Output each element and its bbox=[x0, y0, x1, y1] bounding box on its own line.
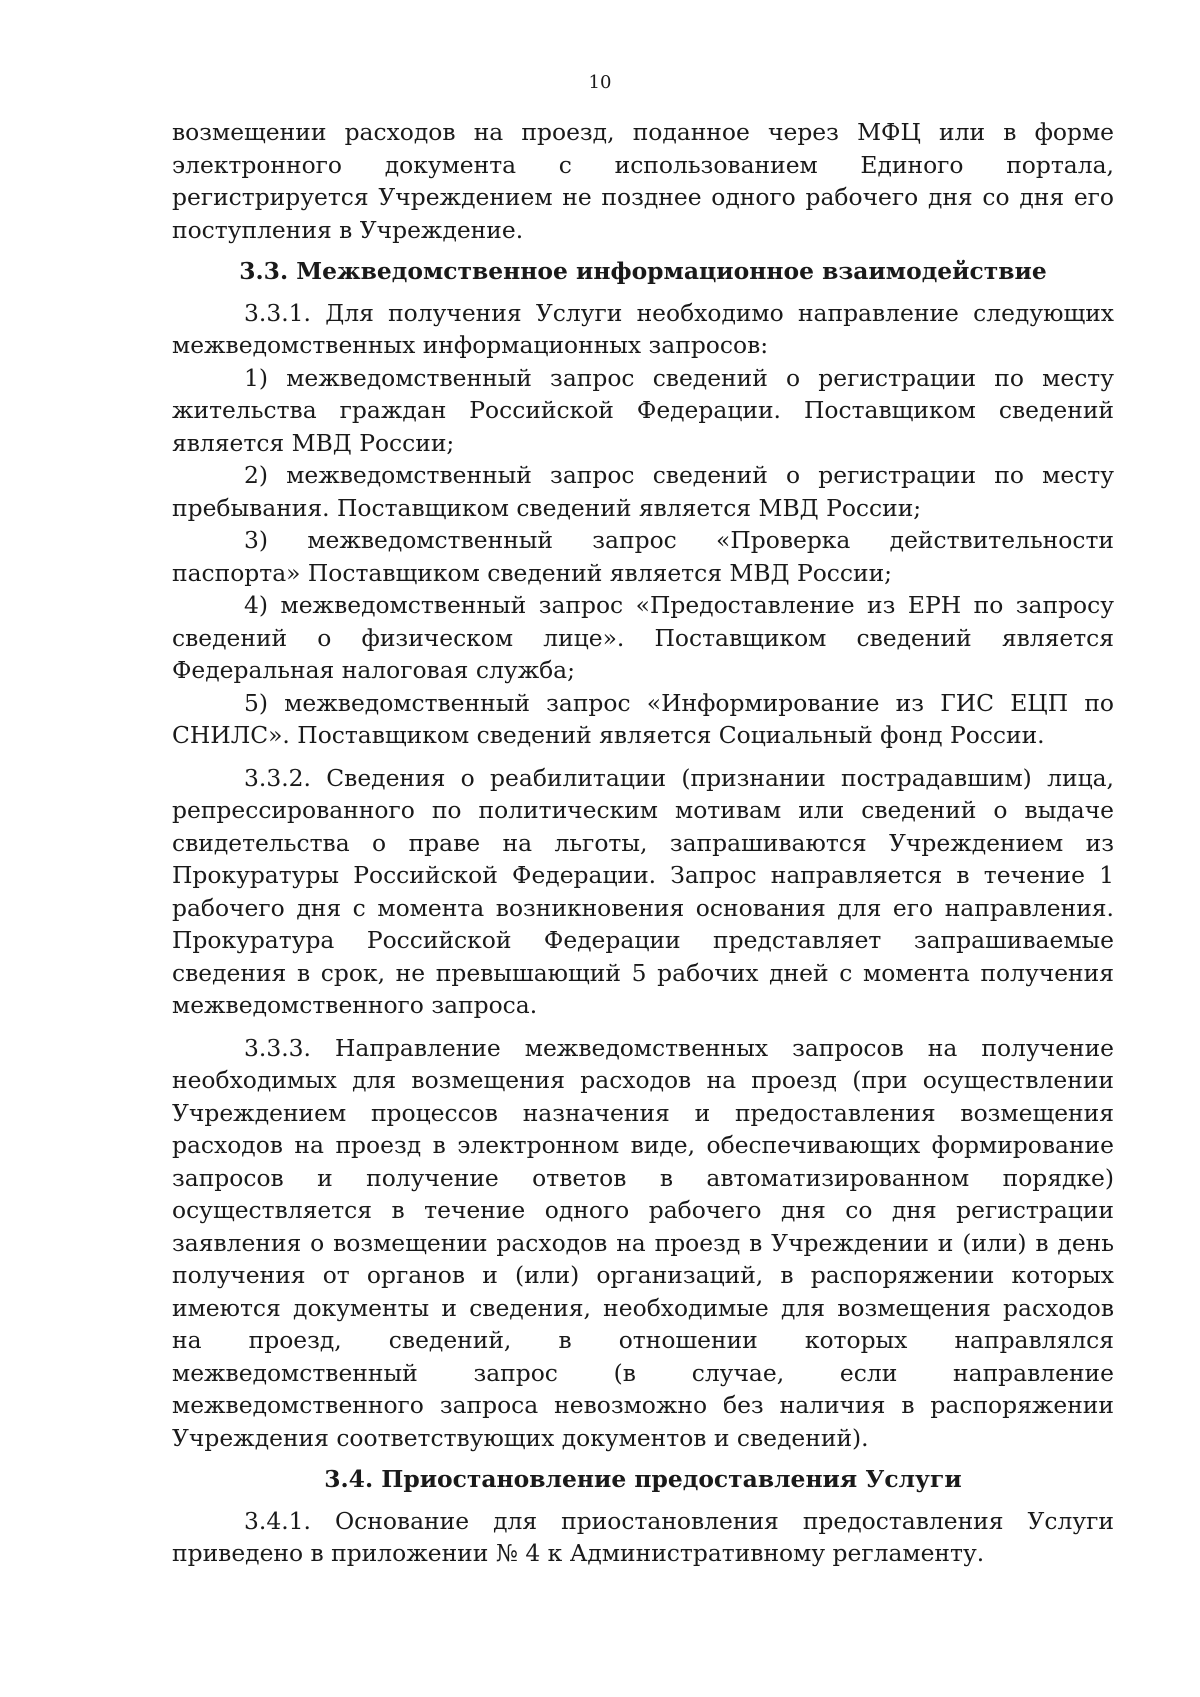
intro-paragraph: возмещении расходов на проезд, поданное через МФЦ или в форме электронного документа с использованием Единого портала, регистрируется Учреждением не позднее одного рабочего дня со дня его поступления в Учреждение. bbox=[172, 118, 1114, 244]
list-item-5: 5) межведомственный запрос «Информирование из ГИС ЕЦП по СНИЛС». Поставщиком сведений является Социальный фонд России. bbox=[172, 688, 1114, 749]
list-item-2: 2) межведомственный запрос сведений о регистрации по месту пребывания. Поставщиком сведений является МВД России; bbox=[172, 461, 1114, 522]
paragraph-3-3-2: 3.3.2. Сведения о реабилитации (признании пострадавшим) лица, репрессированного по политическим мотивам или сведений о выдаче свидетельства о праве на льготы, запрашиваются Учреждением из Прокуратуры Российской Федерации. Запрос направляется в течение 1 рабочего дня с момента возникновения основания для его направления. Прокуратура Российской Федерации представляет запрашиваемые сведения в срок, не превышающий 5 рабочих дней с момента получения межведомственного запроса. bbox=[172, 763, 1114, 1019]
document-body bbox=[172, 116, 1114, 1570]
paragraph-3-4-1: 3.4.1. Основание для приостановления предоставления Услуги приведено в приложении № 4 к Административному регламенту. bbox=[172, 1506, 1114, 1567]
section-3-4-heading: 3.4. Приостановление предоставления Услуги bbox=[324, 1465, 962, 1493]
list-item-4: 4) межведомственный запрос «Предоставление из ЕРН по запросу сведений о физическом лице». Поставщиком сведений является Федеральная налоговая служба; bbox=[172, 591, 1114, 684]
list-item-1: 1) межведомственный запрос сведений о регистрации по месту жительства граждан Российской Федерации. Поставщиком сведений является МВД России; bbox=[172, 363, 1114, 457]
paragraph-3-3-3: 3.3.3. Направление межведомственных запросов на получение необходимых для возмещения расходов на проезд (при осуществлении Учреждением процессов назначения и предоставления возмещения расходов на проезд в электронном виде, обеспечивающих формирование запросов и получение ответов в автоматизированном порядке) осуществляется в течение одного рабочего дня со дня регистрации заявления о возмещении расходов на проезд в Учреждении и (или) в день получения от органов и (или) организаций, в распоряжении которых имеются документы и сведения, необходимые для возмещения расходов на проезд, сведений, в отношении которых направлялся межведомственный запрос (в случае, если направление межведомственного запроса невозможно без наличия в распоряжении Учреждения соответствующих документов и сведений). bbox=[172, 1033, 1114, 1452]
list-item-3: 3) межведомственный запрос «Проверка действительности паспорта» Поставщиком сведений является МВД России; bbox=[172, 526, 1114, 587]
page-number: 10 bbox=[588, 72, 612, 93]
paragraph-3-3-1: 3.3.1. Для получения Услуги необходимо направление следующих межведомственных информационных запросов: bbox=[172, 298, 1114, 359]
section-3-3-heading: 3.3. Межведомственное информационное взаимодействие bbox=[239, 257, 1047, 285]
